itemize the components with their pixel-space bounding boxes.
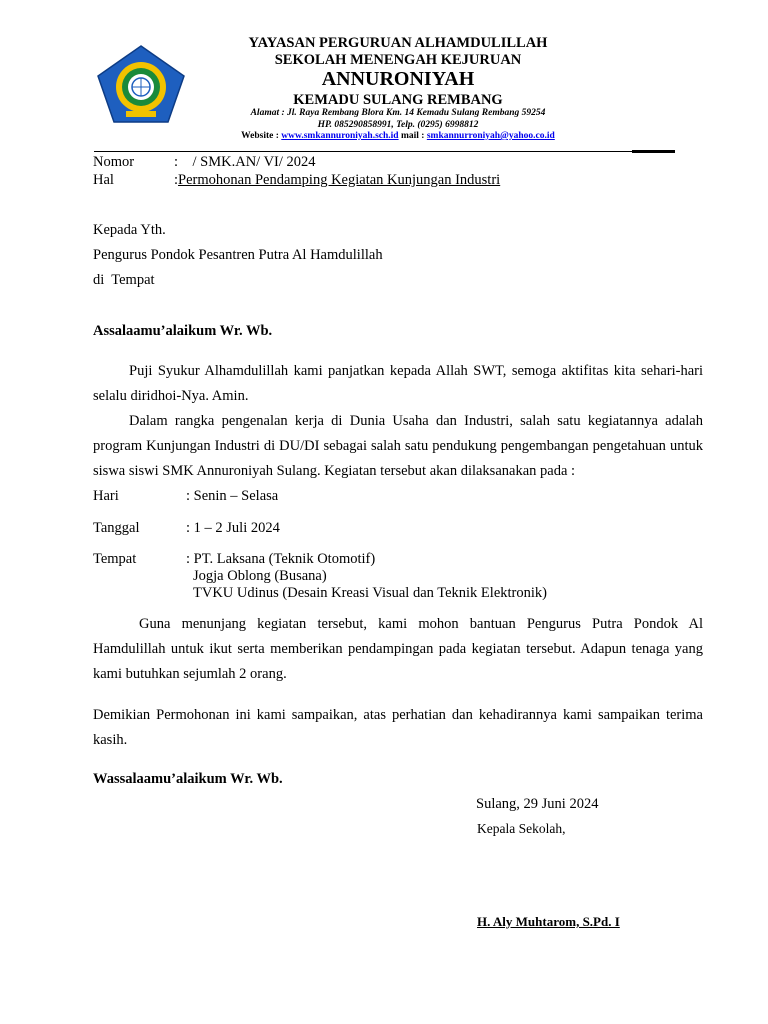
hari-label: Hari — [93, 488, 119, 504]
tempat-value-3: TVKU Udinus (Desain Kreasi Visual dan Teknik Elektronik) — [193, 585, 547, 601]
email-link[interactable]: smkannurroniyah@yahoo.co.id — [426, 131, 555, 141]
website-label: Website : — [241, 131, 282, 141]
school-logo — [96, 44, 186, 124]
hal-line — [174, 172, 500, 189]
foundation-name: YAYASAN PERGURUAN ALHAMDULILLAH — [248, 35, 548, 51]
paragraph-1: Puji Syukur Alhamdulillah kami panjatkan kepada Allah SWT, semoga aktifitas kita sehari-hari selalu diridhoi-Nya. Amin. — [93, 363, 703, 404]
signatory-name: H. Aly Muhtarom, S.Pd. I — [477, 914, 620, 929]
recipient-name: Pengurus Pondok Pesantren Putra Al Hamdulillah — [93, 247, 383, 263]
tanggal-value: : 1 – 2 Juli 2024 — [186, 520, 280, 536]
email-label: mail : — [398, 131, 427, 141]
signatory-position: Kepala Sekolah, — [477, 821, 566, 836]
nomor-value: : / SMK.AN/ VI/ 2024 — [174, 154, 316, 170]
school-phone: HP. 085290858991, Telp. (0295) 6998812 — [317, 120, 479, 130]
place-date: Sulang, 29 Juni 2024 — [476, 796, 599, 812]
school-name: ANNURONIYAH — [321, 68, 475, 90]
hari-value: : Senin – Selasa — [186, 488, 279, 504]
header-divider-thick — [632, 150, 675, 153]
hal-value: Permohonan Pendamping Kegiatan Kunjungan Industri — [178, 172, 501, 188]
hal-colon: : — [174, 172, 179, 188]
tempat-label: Tempat — [93, 551, 137, 567]
school-type: SEKOLAH MENENGAH KEJURUAN — [274, 52, 522, 68]
paragraph-4: Demikian Permohonan ini kami sampaikan, atas perhatian dan kehadirannya kami sampaikan terima kasih. — [93, 707, 703, 748]
school-location: KEMADU SULANG REMBANG — [293, 92, 503, 108]
tempat-value-2: Jogja Oblong (Busana) — [193, 568, 327, 584]
recipient-greeting: Kepada Yth. — [93, 222, 166, 238]
recipient-place: di Tempat — [93, 272, 155, 288]
school-address: Alamat : Jl. Raya Rembang Blora Km. 14 Kemadu Sulang Rembang 59254 — [250, 108, 546, 118]
header-divider — [94, 151, 634, 152]
opening-salutation: Assalaamu’alaikum Wr. Wb. — [93, 323, 273, 339]
nomor-label: Nomor — [93, 154, 135, 170]
closing-salutation: Wassalaamu’alaikum Wr. Wb. — [93, 771, 283, 787]
paragraph-2: Dalam rangka pengenalan kerja di Dunia Usaha dan Industri, salah satu kegiatannya adalah program Kunjungan Industri di DU/DI sebagai salah satu pendukung pengembangan pengetahuan untuk siswa siswi SMK Annuroniyah Sulang. Kegiatan tersebut akan dilaksanakan pada : — [93, 413, 703, 479]
tempat-value-1: : PT. Laksana (Teknik Otomotif) — [186, 551, 376, 567]
contact-line — [180, 131, 616, 141]
hal-label: Hal — [93, 172, 114, 188]
paragraph-3: Guna menunjang kegiatan tersebut, kami mohon bantuan Pengurus Putra Pondok Al Hamdulillah untuk ikut serta memberikan pendampingan pada kegiatan tersebut. Adapun tenaga yang kami butuhkan sejumlah 2 orang. — [93, 616, 703, 682]
tanggal-label: Tanggal — [93, 520, 140, 536]
website-link[interactable]: www.smkannuroniyah.sch.id — [281, 131, 399, 141]
